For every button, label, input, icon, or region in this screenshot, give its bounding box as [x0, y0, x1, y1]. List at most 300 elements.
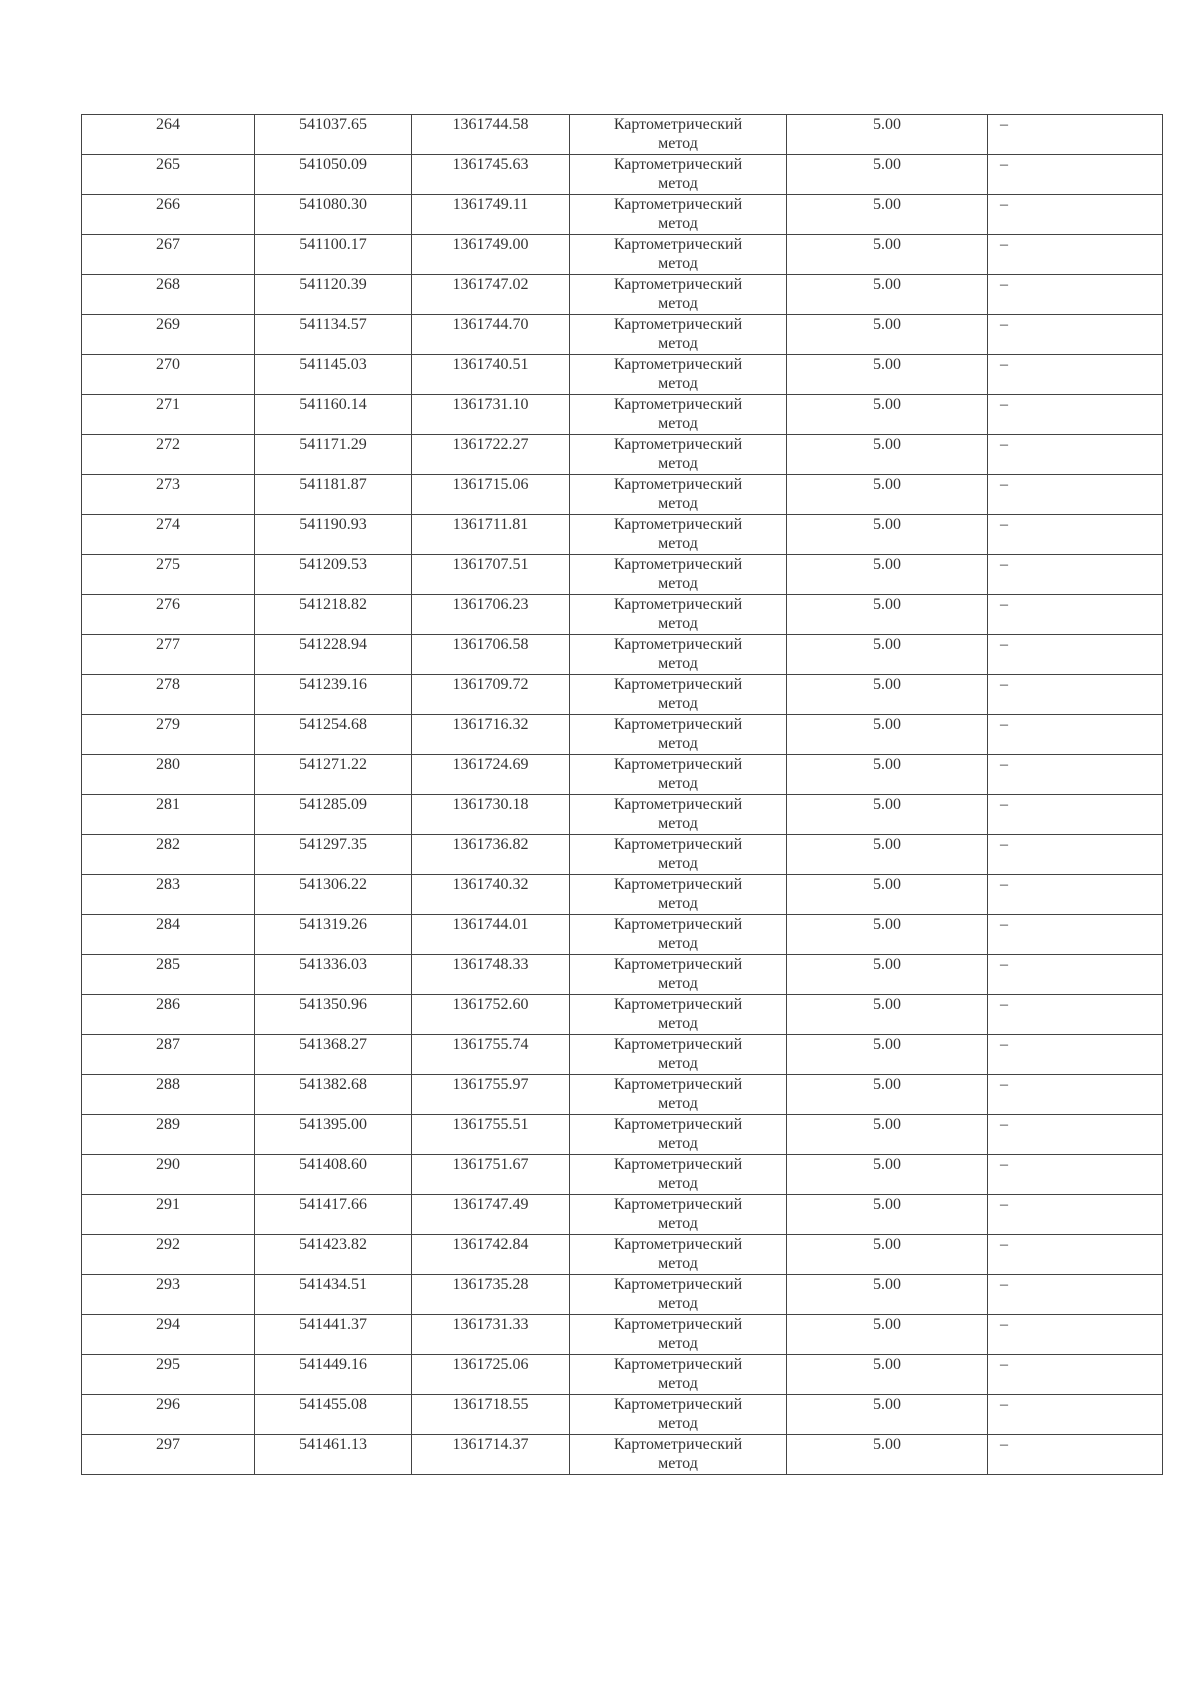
method-line-2: метод — [658, 335, 698, 352]
description-cell: – — [988, 1395, 1163, 1435]
accuracy-cell: 5.00 — [787, 435, 988, 475]
table-row — [82, 275, 1163, 315]
method-cell — [570, 515, 787, 555]
table-row — [82, 355, 1163, 395]
table-row — [82, 1115, 1163, 1155]
point-number-cell: 286 — [82, 995, 255, 1035]
accuracy-cell: 5.00 — [787, 875, 988, 915]
accuracy-cell: 5.00 — [787, 155, 988, 195]
method-cell — [570, 915, 787, 955]
table-row — [82, 955, 1163, 995]
point-number-cell: 295 — [82, 1355, 255, 1395]
accuracy-cell: 5.00 — [787, 995, 988, 1035]
accuracy-cell: 5.00 — [787, 195, 988, 235]
method-cell — [570, 1075, 787, 1115]
method-line-1: Картометрический — [613, 1036, 743, 1053]
x-coordinate-cell: 541190.93 — [255, 515, 412, 555]
method-cell — [570, 235, 787, 275]
accuracy-cell: 5.00 — [787, 955, 988, 995]
table-row — [82, 555, 1163, 595]
method-line-1: Картометрический — [613, 116, 743, 133]
method-cell — [570, 875, 787, 915]
table-row — [82, 875, 1163, 915]
method-line-1: Картометрический — [613, 356, 743, 373]
method-cell — [570, 435, 787, 475]
x-coordinate-cell: 541417.66 — [255, 1195, 412, 1235]
point-number-cell: 271 — [82, 395, 255, 435]
x-coordinate-cell: 541455.08 — [255, 1395, 412, 1435]
point-number-cell: 281 — [82, 795, 255, 835]
description-cell: – — [988, 1275, 1163, 1315]
accuracy-cell: 5.00 — [787, 355, 988, 395]
y-coordinate-cell: 1361716.32 — [412, 715, 570, 755]
x-coordinate-cell: 541350.96 — [255, 995, 412, 1035]
method-cell — [570, 595, 787, 635]
y-coordinate-cell: 1361751.67 — [412, 1155, 570, 1195]
description-cell: – — [988, 515, 1163, 555]
y-coordinate-cell: 1361744.58 — [412, 115, 570, 155]
method-line-1: Картометрический — [613, 1116, 743, 1133]
y-coordinate-cell: 1361709.72 — [412, 675, 570, 715]
point-number-cell: 276 — [82, 595, 255, 635]
method-line-1: Картометрический — [613, 516, 743, 533]
method-line-2: метод — [658, 535, 698, 552]
point-number-cell: 278 — [82, 675, 255, 715]
method-line-2: метод — [658, 1375, 698, 1392]
accuracy-cell: 5.00 — [787, 115, 988, 155]
description-cell: – — [988, 595, 1163, 635]
method-cell — [570, 1235, 787, 1275]
x-coordinate-cell: 541037.65 — [255, 115, 412, 155]
accuracy-cell: 5.00 — [787, 1035, 988, 1075]
x-coordinate-cell: 541218.82 — [255, 595, 412, 635]
method-line-2: метод — [658, 735, 698, 752]
point-number-cell: 290 — [82, 1155, 255, 1195]
method-line-1: Картометрический — [613, 1196, 743, 1213]
method-line-1: Картометрический — [613, 796, 743, 813]
description-cell: – — [988, 1195, 1163, 1235]
y-coordinate-cell: 1361711.81 — [412, 515, 570, 555]
accuracy-cell: 5.00 — [787, 235, 988, 275]
method-line-2: метод — [658, 935, 698, 952]
description-cell: – — [988, 195, 1163, 235]
method-cell — [570, 275, 787, 315]
x-coordinate-cell: 541160.14 — [255, 395, 412, 435]
point-number-cell: 289 — [82, 1115, 255, 1155]
method-cell — [570, 155, 787, 195]
y-coordinate-cell: 1361742.84 — [412, 1235, 570, 1275]
table-row — [82, 1195, 1163, 1235]
description-cell: – — [988, 555, 1163, 595]
accuracy-cell: 5.00 — [787, 475, 988, 515]
method-cell — [570, 795, 787, 835]
x-coordinate-cell: 541171.29 — [255, 435, 412, 475]
method-line-1: Картометрический — [613, 1156, 743, 1173]
x-coordinate-cell: 541134.57 — [255, 315, 412, 355]
method-line-2: метод — [658, 1255, 698, 1272]
method-line-1: Картометрический — [613, 236, 743, 253]
y-coordinate-cell: 1361744.01 — [412, 915, 570, 955]
table-row — [82, 1355, 1163, 1395]
method-cell — [570, 955, 787, 995]
accuracy-cell: 5.00 — [787, 1275, 988, 1315]
description-cell: – — [988, 755, 1163, 795]
method-line-2: метод — [658, 975, 698, 992]
method-cell — [570, 1315, 787, 1355]
x-coordinate-cell: 541461.13 — [255, 1435, 412, 1475]
method-cell — [570, 475, 787, 515]
method-line-1: Картометрический — [613, 996, 743, 1013]
point-number-cell: 266 — [82, 195, 255, 235]
table-row — [82, 1275, 1163, 1315]
point-number-cell: 292 — [82, 1235, 255, 1275]
table-row — [82, 515, 1163, 555]
method-line-2: метод — [658, 775, 698, 792]
table-row — [82, 435, 1163, 475]
point-number-cell: 291 — [82, 1195, 255, 1235]
table-row — [82, 755, 1163, 795]
y-coordinate-cell: 1361740.32 — [412, 875, 570, 915]
method-cell — [570, 1435, 787, 1475]
description-cell: – — [988, 715, 1163, 755]
method-line-2: метод — [658, 815, 698, 832]
method-line-1: Картометрический — [613, 476, 743, 493]
y-coordinate-cell: 1361755.97 — [412, 1075, 570, 1115]
method-line-2: метод — [658, 655, 698, 672]
accuracy-cell: 5.00 — [787, 795, 988, 835]
method-line-1: Картометрический — [613, 756, 743, 773]
table-row — [82, 1075, 1163, 1115]
description-cell: – — [988, 1315, 1163, 1355]
method-cell — [570, 835, 787, 875]
y-coordinate-cell: 1361718.55 — [412, 1395, 570, 1435]
y-coordinate-cell: 1361749.00 — [412, 235, 570, 275]
description-cell: – — [988, 835, 1163, 875]
method-line-1: Картометрический — [613, 1356, 743, 1373]
y-coordinate-cell: 1361735.28 — [412, 1275, 570, 1315]
x-coordinate-cell: 541181.87 — [255, 475, 412, 515]
y-coordinate-cell: 1361736.82 — [412, 835, 570, 875]
method-line-1: Картометрический — [613, 196, 743, 213]
method-line-2: метод — [658, 295, 698, 312]
description-cell: – — [988, 1115, 1163, 1155]
method-line-2: метод — [658, 175, 698, 192]
description-cell: – — [988, 275, 1163, 315]
x-coordinate-cell: 541254.68 — [255, 715, 412, 755]
table-row — [82, 1235, 1163, 1275]
accuracy-cell: 5.00 — [787, 715, 988, 755]
x-coordinate-cell: 541239.16 — [255, 675, 412, 715]
point-number-cell: 293 — [82, 1275, 255, 1315]
method-line-2: метод — [658, 1295, 698, 1312]
point-number-cell: 294 — [82, 1315, 255, 1355]
method-line-2: метод — [658, 1095, 698, 1112]
point-number-cell: 273 — [82, 475, 255, 515]
accuracy-cell: 5.00 — [787, 315, 988, 355]
method-line-1: Картометрический — [613, 596, 743, 613]
x-coordinate-cell: 541449.16 — [255, 1355, 412, 1395]
method-line-2: метод — [658, 135, 698, 152]
y-coordinate-cell: 1361752.60 — [412, 995, 570, 1035]
method-cell — [570, 1155, 787, 1195]
point-number-cell: 282 — [82, 835, 255, 875]
description-cell: – — [988, 1355, 1163, 1395]
description-cell: – — [988, 475, 1163, 515]
x-coordinate-cell: 541271.22 — [255, 755, 412, 795]
y-coordinate-cell: 1361755.51 — [412, 1115, 570, 1155]
method-cell — [570, 1195, 787, 1235]
accuracy-cell: 5.00 — [787, 1435, 988, 1475]
description-cell: – — [988, 955, 1163, 995]
method-cell — [570, 315, 787, 355]
method-line-1: Картометрический — [613, 676, 743, 693]
x-coordinate-cell: 541209.53 — [255, 555, 412, 595]
method-line-1: Картометрический — [613, 396, 743, 413]
accuracy-cell: 5.00 — [787, 275, 988, 315]
description-cell: – — [988, 1155, 1163, 1195]
accuracy-cell: 5.00 — [787, 675, 988, 715]
method-line-2: метод — [658, 1455, 698, 1472]
method-line-2: метод — [658, 895, 698, 912]
x-coordinate-cell: 541395.00 — [255, 1115, 412, 1155]
description-cell: – — [988, 235, 1163, 275]
x-coordinate-cell: 541100.17 — [255, 235, 412, 275]
accuracy-cell: 5.00 — [787, 395, 988, 435]
table-row — [82, 995, 1163, 1035]
table-body — [82, 115, 1163, 1475]
table-row — [82, 1155, 1163, 1195]
x-coordinate-cell: 541120.39 — [255, 275, 412, 315]
table-row — [82, 155, 1163, 195]
y-coordinate-cell: 1361730.18 — [412, 795, 570, 835]
method-line-2: метод — [658, 415, 698, 432]
y-coordinate-cell: 1361715.06 — [412, 475, 570, 515]
point-number-cell: 269 — [82, 315, 255, 355]
method-cell — [570, 995, 787, 1035]
method-line-2: метод — [658, 1135, 698, 1152]
y-coordinate-cell: 1361744.70 — [412, 315, 570, 355]
y-coordinate-cell: 1361707.51 — [412, 555, 570, 595]
point-number-cell: 283 — [82, 875, 255, 915]
y-coordinate-cell: 1361748.33 — [412, 955, 570, 995]
method-line-1: Картометрический — [613, 876, 743, 893]
method-line-1: Картометрический — [613, 1316, 743, 1333]
y-coordinate-cell: 1361714.37 — [412, 1435, 570, 1475]
method-line-1: Картометрический — [613, 316, 743, 333]
description-cell: – — [988, 1075, 1163, 1115]
method-line-2: метод — [658, 575, 698, 592]
point-number-cell: 285 — [82, 955, 255, 995]
point-number-cell: 268 — [82, 275, 255, 315]
accuracy-cell: 5.00 — [787, 1195, 988, 1235]
table-row — [82, 235, 1163, 275]
method-line-2: метод — [658, 495, 698, 512]
table-row — [82, 635, 1163, 675]
table-row — [82, 715, 1163, 755]
accuracy-cell: 5.00 — [787, 595, 988, 635]
y-coordinate-cell: 1361722.27 — [412, 435, 570, 475]
method-line-1: Картометрический — [613, 556, 743, 573]
y-coordinate-cell: 1361749.11 — [412, 195, 570, 235]
accuracy-cell: 5.00 — [787, 555, 988, 595]
method-line-2: метод — [658, 1175, 698, 1192]
description-cell: – — [988, 395, 1163, 435]
method-line-2: метод — [658, 215, 698, 232]
description-cell: – — [988, 875, 1163, 915]
table-row — [82, 1395, 1163, 1435]
table-row — [82, 395, 1163, 435]
x-coordinate-cell: 541368.27 — [255, 1035, 412, 1075]
point-number-cell: 287 — [82, 1035, 255, 1075]
y-coordinate-cell: 1361706.23 — [412, 595, 570, 635]
method-cell — [570, 355, 787, 395]
x-coordinate-cell: 541408.60 — [255, 1155, 412, 1195]
accuracy-cell: 5.00 — [787, 1155, 988, 1195]
method-line-1: Картометрический — [613, 1436, 743, 1453]
method-line-1: Картометрический — [613, 1396, 743, 1413]
table-row — [82, 315, 1163, 355]
table-row — [82, 835, 1163, 875]
accuracy-cell: 5.00 — [787, 1395, 988, 1435]
description-cell: – — [988, 1235, 1163, 1275]
method-line-2: метод — [658, 695, 698, 712]
method-line-1: Картометрический — [613, 956, 743, 973]
method-cell — [570, 115, 787, 155]
method-cell — [570, 635, 787, 675]
method-line-2: метод — [658, 1055, 698, 1072]
method-cell — [570, 755, 787, 795]
point-number-cell: 277 — [82, 635, 255, 675]
table-row — [82, 675, 1163, 715]
point-number-cell: 280 — [82, 755, 255, 795]
method-line-1: Картометрический — [613, 916, 743, 933]
method-line-2: метод — [658, 375, 698, 392]
description-cell: – — [988, 435, 1163, 475]
coordinates-table — [81, 114, 1163, 1475]
accuracy-cell: 5.00 — [787, 755, 988, 795]
table-row — [82, 115, 1163, 155]
x-coordinate-cell: 541423.82 — [255, 1235, 412, 1275]
table-row — [82, 1435, 1163, 1475]
accuracy-cell: 5.00 — [787, 1355, 988, 1395]
method-line-1: Картометрический — [613, 836, 743, 853]
x-coordinate-cell: 541382.68 — [255, 1075, 412, 1115]
accuracy-cell: 5.00 — [787, 515, 988, 555]
description-cell: – — [988, 1035, 1163, 1075]
y-coordinate-cell: 1361747.49 — [412, 1195, 570, 1235]
description-cell: – — [988, 995, 1163, 1035]
point-number-cell: 270 — [82, 355, 255, 395]
y-coordinate-cell: 1361706.58 — [412, 635, 570, 675]
method-cell — [570, 195, 787, 235]
table-row — [82, 595, 1163, 635]
accuracy-cell: 5.00 — [787, 1115, 988, 1155]
accuracy-cell: 5.00 — [787, 915, 988, 955]
method-cell — [570, 675, 787, 715]
method-line-2: метод — [658, 255, 698, 272]
table-row — [82, 795, 1163, 835]
x-coordinate-cell: 541228.94 — [255, 635, 412, 675]
point-number-cell: 297 — [82, 1435, 255, 1475]
method-cell — [570, 1275, 787, 1315]
method-cell — [570, 1355, 787, 1395]
method-line-1: Картометрический — [613, 156, 743, 173]
method-cell — [570, 1115, 787, 1155]
method-line-2: метод — [658, 615, 698, 632]
accuracy-cell: 5.00 — [787, 1235, 988, 1275]
y-coordinate-cell: 1361740.51 — [412, 355, 570, 395]
y-coordinate-cell: 1361725.06 — [412, 1355, 570, 1395]
method-line-1: Картометрический — [613, 436, 743, 453]
method-line-2: метод — [658, 1015, 698, 1032]
y-coordinate-cell: 1361724.69 — [412, 755, 570, 795]
point-number-cell: 275 — [82, 555, 255, 595]
method-line-1: Картометрический — [613, 716, 743, 733]
y-coordinate-cell: 1361745.63 — [412, 155, 570, 195]
description-cell: – — [988, 675, 1163, 715]
point-number-cell: 264 — [82, 115, 255, 155]
accuracy-cell: 5.00 — [787, 1075, 988, 1115]
method-cell — [570, 395, 787, 435]
x-coordinate-cell: 541145.03 — [255, 355, 412, 395]
y-coordinate-cell: 1361731.10 — [412, 395, 570, 435]
y-coordinate-cell: 1361755.74 — [412, 1035, 570, 1075]
x-coordinate-cell: 541050.09 — [255, 155, 412, 195]
method-line-1: Картометрический — [613, 1276, 743, 1293]
y-coordinate-cell: 1361747.02 — [412, 275, 570, 315]
method-line-2: метод — [658, 455, 698, 472]
point-number-cell: 296 — [82, 1395, 255, 1435]
x-coordinate-cell: 541319.26 — [255, 915, 412, 955]
point-number-cell: 274 — [82, 515, 255, 555]
accuracy-cell: 5.00 — [787, 835, 988, 875]
x-coordinate-cell: 541336.03 — [255, 955, 412, 995]
point-number-cell: 288 — [82, 1075, 255, 1115]
table-row — [82, 1035, 1163, 1075]
point-number-cell: 272 — [82, 435, 255, 475]
method-cell — [570, 715, 787, 755]
method-line-2: метод — [658, 855, 698, 872]
accuracy-cell: 5.00 — [787, 635, 988, 675]
method-line-1: Картометрический — [613, 636, 743, 653]
table-row — [82, 475, 1163, 515]
point-number-cell: 267 — [82, 235, 255, 275]
table-row — [82, 915, 1163, 955]
method-line-2: метод — [658, 1215, 698, 1232]
description-cell: – — [988, 155, 1163, 195]
table-row — [82, 1315, 1163, 1355]
x-coordinate-cell: 541441.37 — [255, 1315, 412, 1355]
method-line-2: метод — [658, 1415, 698, 1432]
description-cell: – — [988, 355, 1163, 395]
method-cell — [570, 1035, 787, 1075]
x-coordinate-cell: 541285.09 — [255, 795, 412, 835]
table-row — [82, 195, 1163, 235]
point-number-cell: 265 — [82, 155, 255, 195]
x-coordinate-cell: 541297.35 — [255, 835, 412, 875]
y-coordinate-cell: 1361731.33 — [412, 1315, 570, 1355]
description-cell: – — [988, 635, 1163, 675]
description-cell: – — [988, 1435, 1163, 1475]
description-cell: – — [988, 795, 1163, 835]
method-line-2: метод — [658, 1335, 698, 1352]
method-cell — [570, 555, 787, 595]
method-cell — [570, 1395, 787, 1435]
method-line-1: Картометрический — [613, 1236, 743, 1253]
method-line-1: Картометрический — [613, 276, 743, 293]
x-coordinate-cell: 541306.22 — [255, 875, 412, 915]
method-line-1: Картометрический — [613, 1076, 743, 1093]
